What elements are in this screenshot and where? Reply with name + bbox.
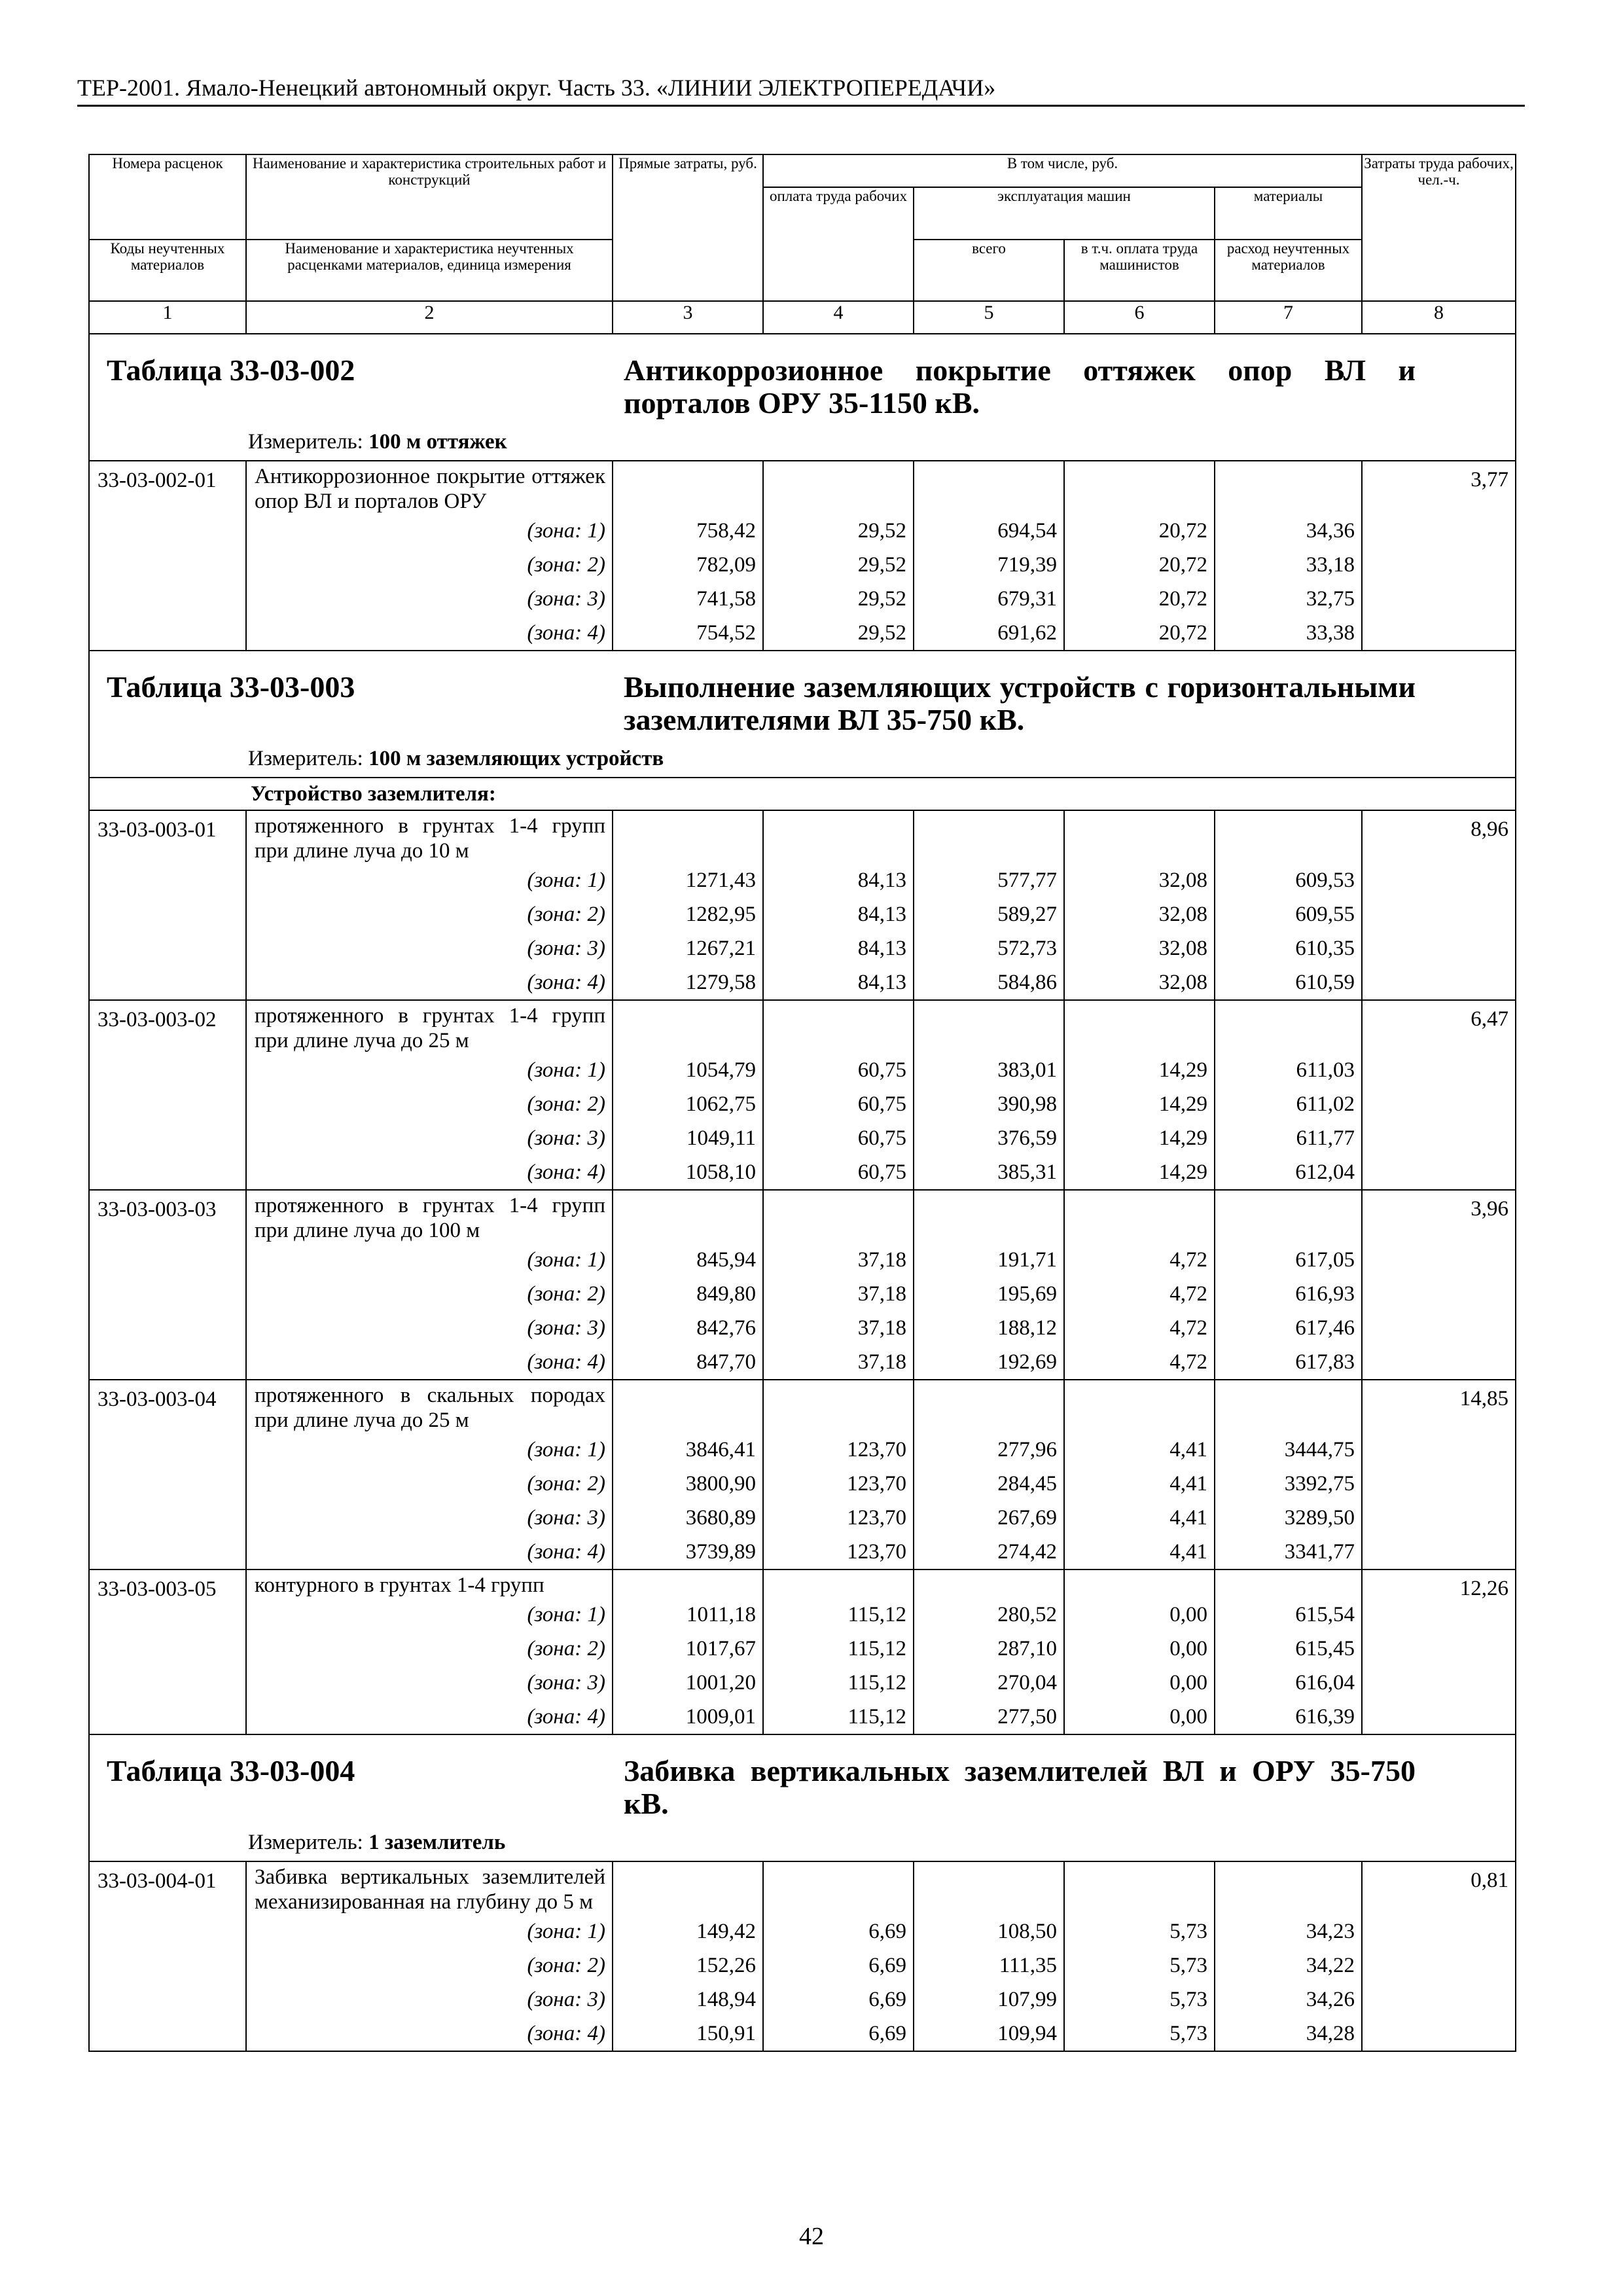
table-number: Таблица 33-03-003 — [107, 670, 355, 704]
col-header-name: Наименование и характеристика строительных работ и конструкций — [246, 154, 613, 240]
value-pay: 37,18 — [857, 1248, 906, 1272]
labor-cost: 12,26 — [1362, 1570, 1516, 1734]
zone-label: (зона: 4) — [527, 1160, 605, 1184]
value-pay: 29,52 — [857, 621, 906, 645]
rate-name-cell — [246, 1570, 613, 1734]
value-machinists: 0,00 — [1169, 1603, 1207, 1626]
value-cell-direct — [613, 1000, 763, 1190]
value-mat: 33,18 — [1306, 553, 1355, 577]
zone-label: (зона: 4) — [527, 621, 605, 645]
value-pay: 6,69 — [868, 1954, 906, 1977]
zone-label: (зона: 3) — [527, 1126, 605, 1150]
value-direct: 1017,67 — [685, 1637, 756, 1660]
meter-value: 100 м оттяжек — [368, 430, 507, 454]
table-section-header — [89, 334, 1516, 461]
value-direct: 849,80 — [696, 1282, 756, 1306]
table-section — [89, 651, 1516, 778]
value-direct: 1049,11 — [686, 1126, 756, 1150]
value-mat: 32,75 — [1306, 587, 1355, 611]
value-direct: 1011,18 — [686, 1603, 756, 1626]
value-direct: 1054,79 — [685, 1058, 756, 1082]
value-direct: 845,94 — [696, 1248, 756, 1272]
value-pay: 60,75 — [857, 1058, 906, 1082]
value-mat: 34,28 — [1306, 2022, 1355, 2045]
value-direct: 3739,89 — [685, 1540, 756, 1564]
value-machinists: 14,29 — [1158, 1058, 1207, 1082]
col-number: 6 — [1064, 301, 1215, 334]
value-direct: 1271,43 — [685, 869, 756, 892]
zone-label: (зона: 2) — [527, 1637, 605, 1660]
meter-label: Измеритель: — [248, 747, 363, 770]
value-mat: 616,39 — [1295, 1705, 1355, 1729]
zone-label: (зона: 2) — [527, 1472, 605, 1496]
value-cell-pay — [763, 1380, 914, 1570]
value-mat: 3289,50 — [1284, 1506, 1355, 1530]
table-meter — [248, 429, 1506, 455]
zone-label: (зона: 1) — [527, 1248, 605, 1272]
value-cell-direct — [613, 1190, 763, 1380]
rate-name-cell — [246, 1861, 613, 2051]
value-machinists: 32,08 — [1158, 937, 1207, 960]
column-numbers-row — [89, 301, 1516, 334]
value-cell-mach — [914, 461, 1064, 651]
value-pay: 123,70 — [847, 1506, 906, 1530]
value-mach: 287,10 — [997, 1637, 1057, 1660]
value-cell-machinists — [1064, 810, 1215, 1000]
col-header-name-sub: Наименование и характеристика неучтенных расценками материалов, единица измерения — [246, 240, 613, 301]
value-mach: 277,50 — [997, 1705, 1057, 1729]
rate-name-cell — [246, 1190, 613, 1380]
rate-code: 33-03-003-01 — [89, 810, 246, 1000]
meter-value: 100 м заземляющих устройств — [368, 747, 664, 770]
section-heading — [107, 354, 1506, 420]
section-heading — [107, 671, 1506, 736]
value-direct: 1267,21 — [685, 937, 756, 960]
value-mach: 274,42 — [997, 1540, 1057, 1564]
zone-label: (зона: 3) — [527, 587, 605, 611]
zone-label: (зона: 1) — [527, 1603, 605, 1626]
value-machinists: 5,73 — [1169, 2022, 1207, 2045]
rate-name: Антикоррозионное покрытие оттяжек опор ВЛ и порталов ОРУ — [255, 465, 605, 513]
value-direct: 1282,95 — [685, 903, 756, 926]
value-mat: 610,59 — [1295, 971, 1355, 994]
table-title: Антикоррозионное покрытие оттяжек опор ВЛ и порталов ОРУ 35-1150 кВ. — [624, 353, 1416, 420]
zone-label: (зона: 3) — [527, 937, 605, 960]
value-machinists: 5,73 — [1169, 1920, 1207, 1943]
value-direct: 3846,41 — [685, 1438, 756, 1462]
value-machinists: 20,72 — [1158, 519, 1207, 543]
value-mat: 611,02 — [1296, 1092, 1355, 1116]
zone-label: (зона: 2) — [527, 553, 605, 577]
table-section-header — [89, 651, 1516, 778]
col-header-codes: Номера расценок — [89, 154, 246, 240]
col-header-machines: эксплуатация машин — [914, 187, 1215, 240]
table-title: Выполнение заземляющих устройств с горизонтальными заземлителями ВЛ 35-750 кВ. — [624, 670, 1416, 736]
value-machinists: 20,72 — [1158, 553, 1207, 577]
col-number: 2 — [246, 301, 613, 334]
value-machinists: 5,73 — [1169, 1954, 1207, 1977]
value-mat: 609,53 — [1295, 869, 1355, 892]
value-mach: 679,31 — [997, 587, 1057, 611]
labor-cost: 8,96 — [1362, 810, 1516, 1000]
table-row — [89, 1861, 1516, 2051]
value-machinists: 20,72 — [1158, 587, 1207, 611]
zone-label: (зона: 1) — [527, 1438, 605, 1462]
value-direct: 842,76 — [696, 1316, 756, 1340]
value-mat: 617,46 — [1295, 1316, 1355, 1340]
value-cell-pay — [763, 810, 914, 1000]
rate-code: 33-03-003-03 — [89, 1190, 246, 1380]
value-cell-mat — [1215, 461, 1362, 651]
table-number: Таблица 33-03-002 — [107, 353, 355, 387]
value-cell-pay — [763, 1190, 914, 1380]
value-mat: 615,45 — [1295, 1637, 1355, 1660]
col-number: 7 — [1215, 301, 1362, 334]
value-direct: 150,91 — [696, 2022, 756, 2045]
value-machinists: 4,41 — [1169, 1506, 1207, 1530]
value-cell-mach — [914, 1570, 1064, 1734]
value-direct: 3800,90 — [685, 1472, 756, 1496]
value-machinists: 0,00 — [1169, 1671, 1207, 1695]
value-machinists: 4,41 — [1169, 1472, 1207, 1496]
value-machinists: 4,41 — [1169, 1540, 1207, 1564]
value-direct: 149,42 — [696, 1920, 756, 1943]
value-machinists: 4,72 — [1169, 1316, 1207, 1340]
value-cell-mat — [1215, 1000, 1362, 1190]
value-mach: 589,27 — [997, 903, 1057, 926]
zone-label: (зона: 2) — [527, 1954, 605, 1977]
value-mach: 109,94 — [997, 2022, 1057, 2045]
value-direct: 1001,20 — [685, 1671, 756, 1695]
value-pay: 123,70 — [847, 1472, 906, 1496]
value-cell-machinists — [1064, 1190, 1215, 1380]
value-pay: 37,18 — [857, 1316, 906, 1340]
value-pay: 60,75 — [857, 1126, 906, 1150]
zone-label: (зона: 4) — [527, 2022, 605, 2045]
col-number: 4 — [763, 301, 914, 334]
value-cell-machinists — [1064, 1380, 1215, 1570]
value-mach: 188,12 — [997, 1316, 1057, 1340]
value-mach: 191,71 — [997, 1248, 1057, 1272]
zone-label: (зона: 2) — [527, 1092, 605, 1116]
col-header-materials: материалы — [1215, 187, 1362, 240]
rate-code: 33-03-002-01 — [89, 461, 246, 651]
col-header-codes-sub: Коды неучтенных материалов — [89, 240, 246, 301]
value-pay: 29,52 — [857, 519, 906, 543]
value-mach: 280,52 — [997, 1603, 1057, 1626]
value-mat: 34,22 — [1306, 1954, 1355, 1977]
value-pay: 84,13 — [857, 971, 906, 994]
value-cell-pay — [763, 1570, 914, 1734]
value-cell-mach — [914, 1380, 1064, 1570]
table-number: Таблица 33-03-004 — [107, 1754, 355, 1787]
value-direct: 758,42 — [696, 519, 756, 543]
section-heading — [107, 1755, 1506, 1820]
value-mach: 584,86 — [997, 971, 1057, 994]
value-mach: 572,73 — [997, 937, 1057, 960]
value-pay: 115,12 — [847, 1705, 906, 1729]
value-machinists: 0,00 — [1169, 1637, 1207, 1660]
table-section — [89, 1734, 1516, 1861]
zone-label: (зона: 4) — [527, 1705, 605, 1729]
value-mach: 192,69 — [997, 1350, 1057, 1374]
value-mach: 107,99 — [997, 1988, 1057, 2011]
col-header-labor-pay: оплата труда рабочих — [763, 187, 914, 301]
header-rule — [77, 105, 1525, 107]
zone-label: (зона: 1) — [527, 1920, 605, 1943]
value-mach: 270,04 — [997, 1671, 1057, 1695]
value-direct: 782,09 — [696, 553, 756, 577]
labor-cost: 0,81 — [1362, 1861, 1516, 2051]
value-direct: 754,52 — [696, 621, 756, 645]
value-machinists: 4,72 — [1169, 1282, 1207, 1306]
rate-name-cell — [246, 1000, 613, 1190]
value-cell-direct — [613, 461, 763, 651]
value-mat: 617,05 — [1295, 1248, 1355, 1272]
value-cell-machinists — [1064, 1861, 1215, 2051]
value-direct: 1279,58 — [685, 971, 756, 994]
value-direct: 1058,10 — [685, 1160, 756, 1184]
value-mat: 609,55 — [1295, 903, 1355, 926]
zone-label: (зона: 1) — [527, 519, 605, 543]
meter-label: Измеритель: — [248, 1831, 363, 1854]
value-machinists: 4,41 — [1169, 1438, 1207, 1462]
table-row — [89, 1190, 1516, 1380]
value-pay: 115,12 — [847, 1671, 906, 1695]
rate-code: 33-03-003-05 — [89, 1570, 246, 1734]
page-number: 42 — [799, 2223, 824, 2250]
value-machinists: 14,29 — [1158, 1160, 1207, 1184]
rate-code: 33-03-003-04 — [89, 1380, 246, 1570]
value-machinists: 0,00 — [1169, 1705, 1207, 1729]
col-number: 8 — [1362, 301, 1516, 334]
labor-cost: 3,77 — [1362, 461, 1516, 651]
table-subheader-row — [89, 778, 1516, 810]
value-machinists: 4,72 — [1169, 1350, 1207, 1374]
value-mach: 694,54 — [997, 519, 1057, 543]
value-machinists: 20,72 — [1158, 621, 1207, 645]
value-mach: 691,62 — [997, 621, 1057, 645]
value-cell-mach — [914, 1000, 1064, 1190]
value-mach: 195,69 — [997, 1282, 1057, 1306]
rate-name: протяженного в грунтах 1-4 групп при длине луча до 10 м — [255, 814, 605, 863]
table-meter — [248, 745, 1506, 772]
col-header-total: всего — [914, 240, 1064, 301]
price-table — [88, 154, 1516, 2052]
value-direct: 1062,75 — [685, 1092, 756, 1116]
value-cell-mach — [914, 1190, 1064, 1380]
value-cell-machinists — [1064, 1000, 1215, 1190]
zone-label: (зона: 4) — [527, 1350, 605, 1374]
rate-name: Забивка вертикальных заземлителей механизированная на глубину до 5 м — [255, 1865, 605, 1914]
value-cell-mat — [1215, 1570, 1362, 1734]
value-pay: 84,13 — [857, 937, 906, 960]
value-mach: 390,98 — [997, 1092, 1057, 1116]
value-cell-direct — [613, 1570, 763, 1734]
value-mat: 615,54 — [1295, 1603, 1355, 1626]
col-header-unacc-materials: расход неучтенных материалов — [1215, 240, 1362, 301]
zone-label: (зона: 2) — [527, 903, 605, 926]
value-cell-direct — [613, 1861, 763, 2051]
value-mach: 267,69 — [997, 1506, 1057, 1530]
zone-label: (зона: 3) — [527, 1988, 605, 2011]
value-cell-mat — [1215, 810, 1362, 1000]
value-pay: 60,75 — [857, 1160, 906, 1184]
value-mat: 612,04 — [1295, 1160, 1355, 1184]
zone-label: (зона: 1) — [527, 869, 605, 892]
value-cell-mat — [1215, 1861, 1362, 2051]
value-mat: 611,77 — [1296, 1126, 1355, 1150]
value-mat: 616,04 — [1295, 1671, 1355, 1695]
meter-label: Измеритель: — [248, 430, 363, 454]
table-subheader: Устройство заземлителя: — [89, 778, 1516, 810]
value-mach: 111,35 — [999, 1954, 1057, 1977]
value-machinists: 32,08 — [1158, 903, 1207, 926]
value-mach: 277,96 — [997, 1438, 1057, 1462]
value-mach: 385,31 — [997, 1160, 1057, 1184]
value-machinists: 5,73 — [1169, 1988, 1207, 2011]
value-mach: 577,77 — [997, 869, 1057, 892]
value-cell-direct — [613, 810, 763, 1000]
value-mach: 383,01 — [997, 1058, 1057, 1082]
rate-name: протяженного в грунтах 1-4 групп при длине луча до 100 м — [255, 1194, 605, 1242]
table-section — [89, 334, 1516, 461]
value-mat: 616,93 — [1295, 1282, 1355, 1306]
value-cell-pay — [763, 461, 914, 651]
value-machinists: 14,29 — [1158, 1126, 1207, 1150]
value-machinists: 4,72 — [1169, 1248, 1207, 1272]
value-machinists: 32,08 — [1158, 869, 1207, 892]
value-mat: 34,36 — [1306, 519, 1355, 543]
rate-name: протяженного в скальных породах при длине луча до 25 м — [255, 1384, 605, 1432]
zone-label: (зона: 3) — [527, 1671, 605, 1695]
value-pay: 29,52 — [857, 587, 906, 611]
zone-label: (зона: 1) — [527, 1058, 605, 1082]
value-cell-direct — [613, 1380, 763, 1570]
zone-label: (зона: 4) — [527, 1540, 605, 1564]
rate-name: контурного в грунтах 1-4 групп — [255, 1573, 544, 1597]
value-pay: 115,12 — [847, 1637, 906, 1660]
value-cell-machinists — [1064, 461, 1215, 651]
value-pay: 37,18 — [857, 1350, 906, 1374]
col-header-labor-cost: Затраты труда рабочих, чел.-ч. — [1362, 154, 1516, 301]
value-cell-mach — [914, 1861, 1064, 2051]
table-row — [89, 1570, 1516, 1734]
table-row — [89, 1000, 1516, 1190]
value-cell-machinists — [1064, 1570, 1215, 1734]
table-section-header — [89, 1734, 1516, 1861]
rate-code: 33-03-004-01 — [89, 1861, 246, 2051]
value-mat: 34,26 — [1306, 1988, 1355, 2011]
value-mach: 719,39 — [997, 553, 1057, 577]
value-cell-pay — [763, 1000, 914, 1190]
value-direct: 148,94 — [696, 1988, 756, 2011]
col-number: 3 — [613, 301, 763, 334]
zone-label: (зона: 4) — [527, 971, 605, 994]
meter-value: 1 заземлитель — [368, 1831, 506, 1854]
value-pay: 123,70 — [847, 1438, 906, 1462]
page-header-title: ТЕР-2001. Ямало-Ненецкий автономный округ. Часть 33. «ЛИНИИ ЭЛЕКТРОПЕРЕДАЧИ» — [77, 75, 996, 101]
value-pay: 123,70 — [847, 1540, 906, 1564]
value-pay: 84,13 — [857, 869, 906, 892]
labor-cost: 14,85 — [1362, 1380, 1516, 1570]
value-pay: 115,12 — [847, 1603, 906, 1626]
value-cell-pay — [763, 1861, 914, 2051]
value-pay: 6,69 — [868, 1920, 906, 1943]
zone-label: (зона: 2) — [527, 1282, 605, 1306]
col-header-direct: Прямые затраты, руб. — [613, 154, 763, 301]
table-row — [89, 461, 1516, 651]
value-pay: 60,75 — [857, 1092, 906, 1116]
value-mat: 34,23 — [1306, 1920, 1355, 1943]
value-direct: 3680,89 — [685, 1506, 756, 1530]
value-mat: 3444,75 — [1284, 1438, 1355, 1462]
table-row — [89, 810, 1516, 1000]
value-machinists: 14,29 — [1158, 1092, 1207, 1116]
table-row — [89, 1380, 1516, 1570]
value-mat: 611,03 — [1296, 1058, 1355, 1082]
value-pay: 6,69 — [868, 2022, 906, 2045]
value-pay: 37,18 — [857, 1282, 906, 1306]
value-cell-mach — [914, 810, 1064, 1000]
value-direct: 1009,01 — [685, 1705, 756, 1729]
value-mat: 33,38 — [1306, 621, 1355, 645]
labor-cost: 3,96 — [1362, 1190, 1516, 1380]
value-cell-mat — [1215, 1190, 1362, 1380]
value-machinists: 32,08 — [1158, 971, 1207, 994]
value-direct: 152,26 — [696, 1954, 756, 1977]
value-mat: 3341,77 — [1284, 1540, 1355, 1564]
rate-name-cell — [246, 461, 613, 651]
value-mach: 376,59 — [997, 1126, 1057, 1150]
table-meter — [248, 1829, 1506, 1856]
value-pay: 84,13 — [857, 903, 906, 926]
col-header-incl-machinists: в т.ч. оплата труда машинистов — [1064, 240, 1215, 301]
value-mat: 3392,75 — [1284, 1472, 1355, 1496]
zone-label: (зона: 3) — [527, 1316, 605, 1340]
col-header-incl: В том числе, руб. — [763, 154, 1362, 187]
rate-code: 33-03-003-02 — [89, 1000, 246, 1190]
value-pay: 6,69 — [868, 1988, 906, 2011]
value-mach: 108,50 — [997, 1920, 1057, 1943]
value-pay: 29,52 — [857, 553, 906, 577]
value-direct: 847,70 — [696, 1350, 756, 1374]
labor-cost: 6,47 — [1362, 1000, 1516, 1190]
col-number: 5 — [914, 301, 1064, 334]
rate-name-cell — [246, 1380, 613, 1570]
zone-label: (зона: 3) — [527, 1506, 605, 1530]
value-direct: 741,58 — [696, 587, 756, 611]
value-mach: 284,45 — [997, 1472, 1057, 1496]
col-number: 1 — [89, 301, 246, 334]
value-mat: 617,83 — [1295, 1350, 1355, 1374]
table-title: Забивка вертикальных заземлителей ВЛ и ОРУ 35-750 кВ. — [624, 1754, 1416, 1820]
rate-name: протяженного в грунтах 1-4 групп при длине луча до 25 м — [255, 1004, 605, 1052]
value-mat: 610,35 — [1295, 937, 1355, 960]
value-cell-mat — [1215, 1380, 1362, 1570]
rate-name-cell — [246, 810, 613, 1000]
